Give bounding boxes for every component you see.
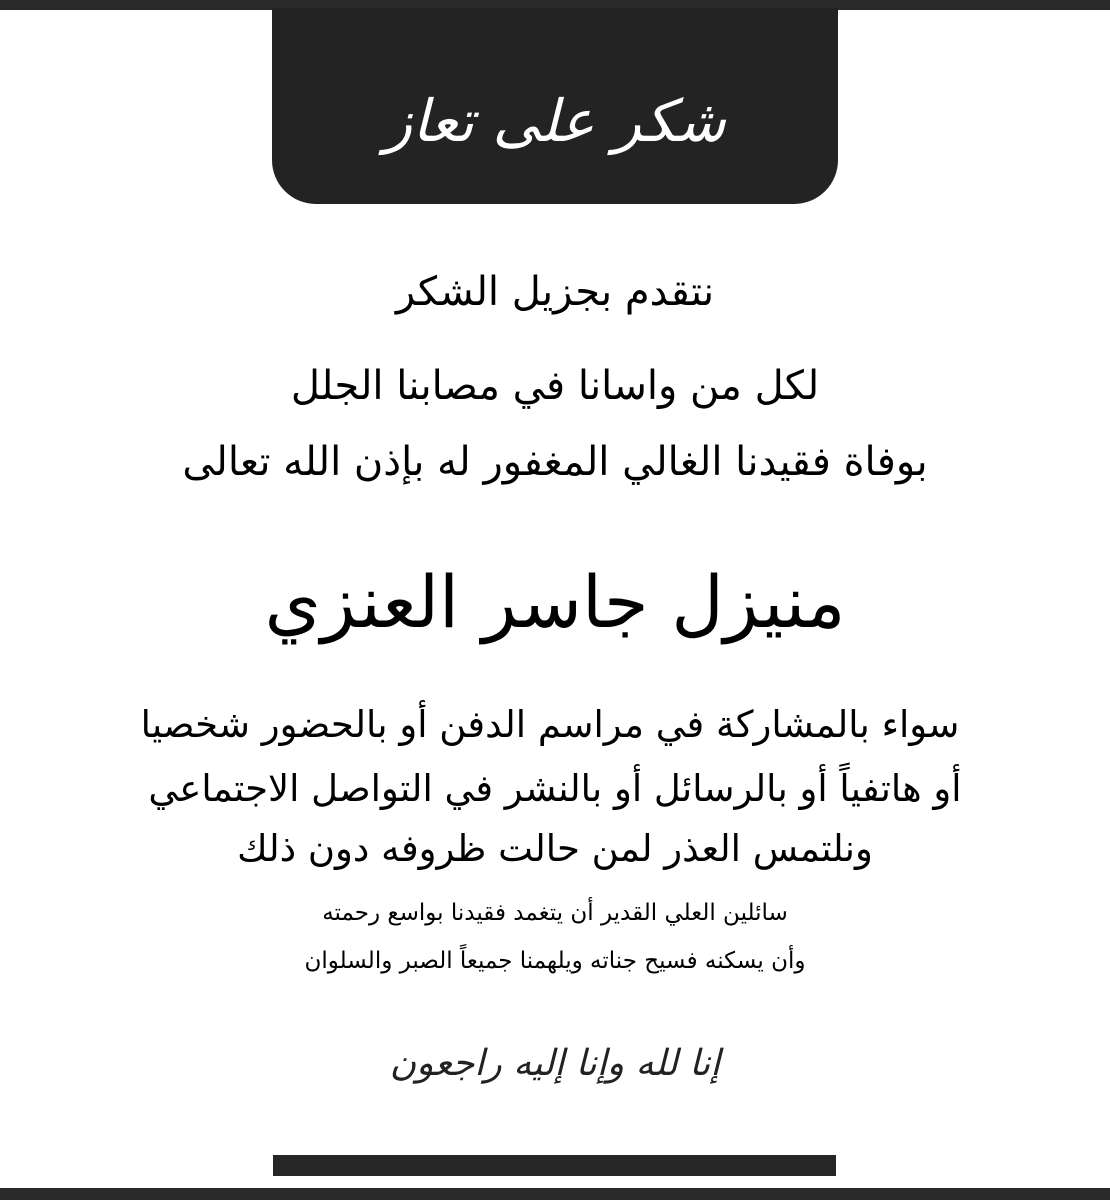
thanks-line: نتقدم بجزيل الشكر <box>395 269 715 315</box>
bottom-border <box>0 1188 1110 1200</box>
bottom-bar <box>273 1155 836 1176</box>
deceased-name: منيزل جاسر العنزي <box>264 560 846 644</box>
quran-verse: إنا لله وإنا إليه راجعون <box>389 1043 721 1084</box>
condolence-line-1: لكل من واسانا في مصابنا الجلل <box>290 363 820 409</box>
header-title: شكر على تعاز <box>384 87 726 155</box>
participation-line-1: سواء بالمشاركة في مراسم الدفن أو بالحضور شخصيا <box>140 703 960 746</box>
participation-line-2: أو هاتفياً أو بالرسائل أو بالنشر في التواصل الاجتماعي <box>148 767 962 810</box>
header-banner <box>272 8 838 204</box>
condolence-line-2: بوفاة فقيدنا الغالي المغفور له بإذن الله تعالى <box>182 439 928 485</box>
participation-line-3: ونلتمس العذر لمن حالت ظروفه دون ذلك <box>237 827 873 870</box>
prayer-line-2: وأن يسكنه فسيح جناته ويلهمنا جميعاً الصبر والسلوان <box>304 948 806 974</box>
prayer-line-1: سائلين العلي القدير أن يتغمد فقيدنا بواسع رحمته <box>322 900 788 926</box>
